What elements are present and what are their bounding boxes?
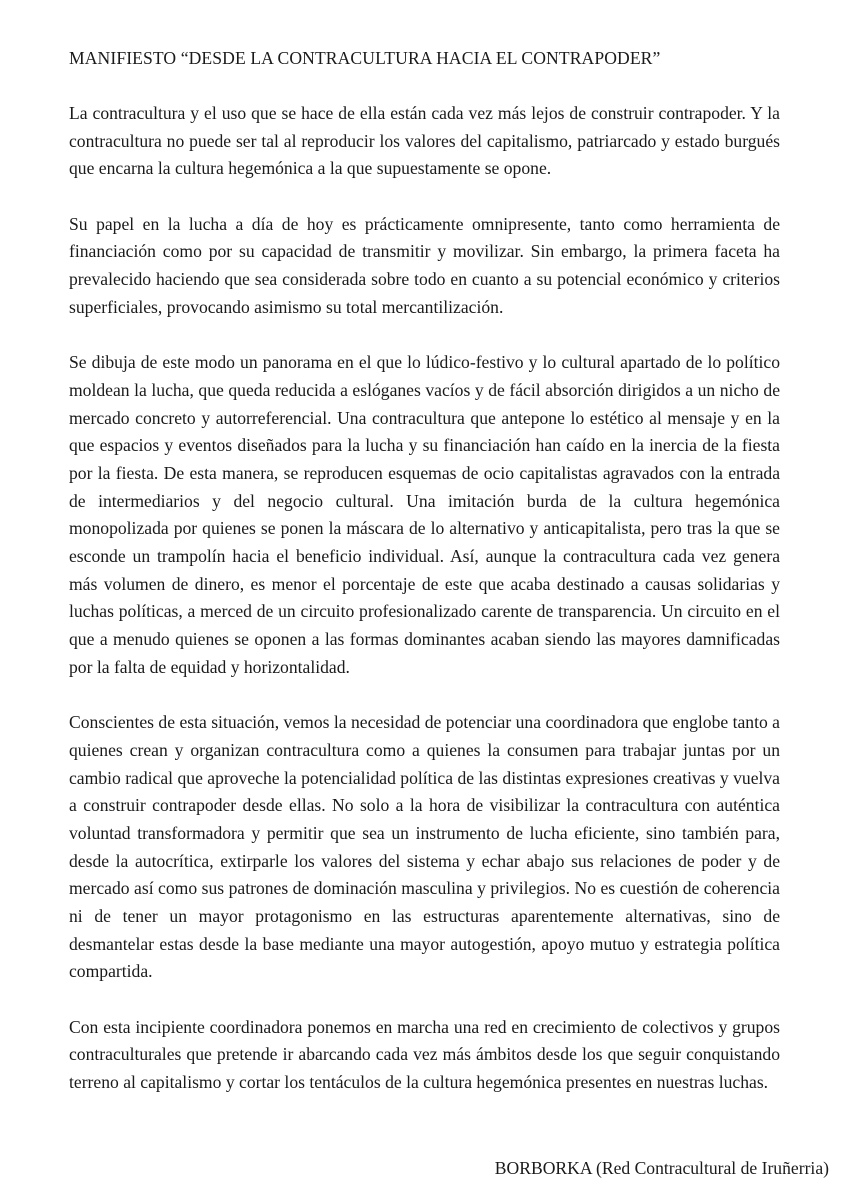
paragraph-4: Conscientes de esta situación, vemos la necesidad de potenciar una coordinadora que englobe tanto a quienes crean y organizan contracultura como a quienes la consumen para trabajar juntas por un cambio radical que aproveche la potencialidad política de las distintas expresiones creativas y vuelva a construir contrapoder desde ellas. No solo a la hora de visibilizar la contracultura con auténtica voluntad transformadora y permitir que sea un instrumento de lucha eficiente, sino también para, desde la autocrítica, extirparle los valores del sistema y echar abajo sus relaciones de poder y de mercado así como sus patrones de dominación masculina y privilegios. No es cuestión de coherencia ni de tener un mayor protagonismo en las estructuras aparentemente alternativas, sino de desmantelar estas desde la base mediante una mayor autogestión, apoyo mutuo y estrategia política compartida.	[69, 712, 780, 982]
paragraph-5: Con esta incipiente coordinadora ponemos en marcha una red en crecimiento de colectivos y grupos contraculturales que pretende ir abarcando cada vez más ámbitos desde los que seguir conquistando terreno al capitalismo y cortar los tentáculos de la cultura hegemónica presentes en nuestras luchas.	[69, 1016, 780, 1093]
manifesto-document	[69, 44, 780, 1124]
paragraph-2: Su papel en la lucha a día de hoy es prácticamente omnipresente, tanto como herramienta de financiación como por su capacidad de transmitir y movilizar. Sin embargo, la primera faceta ha prevalecido haciendo que sea considerada sobre todo en cuanto a su potencial económico y criterios superficiales, provocando asimismo su total mercantilización.	[69, 213, 780, 317]
paragraph-3: Se dibuja de este modo un panorama en el que lo lúdico-festivo y lo cultural apartado de lo político moldean la lucha, que queda reducida a eslóganes vacíos y de fácil absorción dirigidos a un nicho de mercado concreto y autorreferencial. Una contracultura que antepone lo estético al mensaje y en la que espacios y eventos diseñados para la lucha y su financiación han caído en la inercia de la fiesta por la fiesta. De esta manera, se reproducen esquemas de ocio capitalistas agravados con la entrada de intermediarios y del negocio cultural. Una imitación burda de la cultura hegemónica monopolizada por quienes se ponen la máscara de lo alternativo y anticapitalista, pero tras la que se esconde un trampolín hacia el beneficio individual. Así, aunque la contracultura cada vez genera más volumen de dinero, es menor el porcentaje de este que acaba destinado a causas solidarias y luchas políticas, a merced de un circuito profesionalizado carente de transparencia. Un circuito en el que a menudo quienes se oponen a las formas dominantes acaban siendo las mayores damnificadas por la falta de equidad y horizontalidad.	[69, 352, 780, 677]
signature: BORBORKA (Red Contracultural de Iruñerria)	[494, 1158, 829, 1178]
paragraph-1: La contracultura y el uso que se hace de ella están cada vez más lejos de construir contrapoder. Y la contracultura no puede ser tal al reproducir los valores del capitalismo, patriarcado y estado burgués que encarna la cultura hegemónica a la que supuestamente se opone.	[69, 103, 780, 179]
document-title: MANIFIESTO “DESDE LA CONTRACULTURA HACIA EL CONTRAPODER”	[69, 48, 661, 68]
